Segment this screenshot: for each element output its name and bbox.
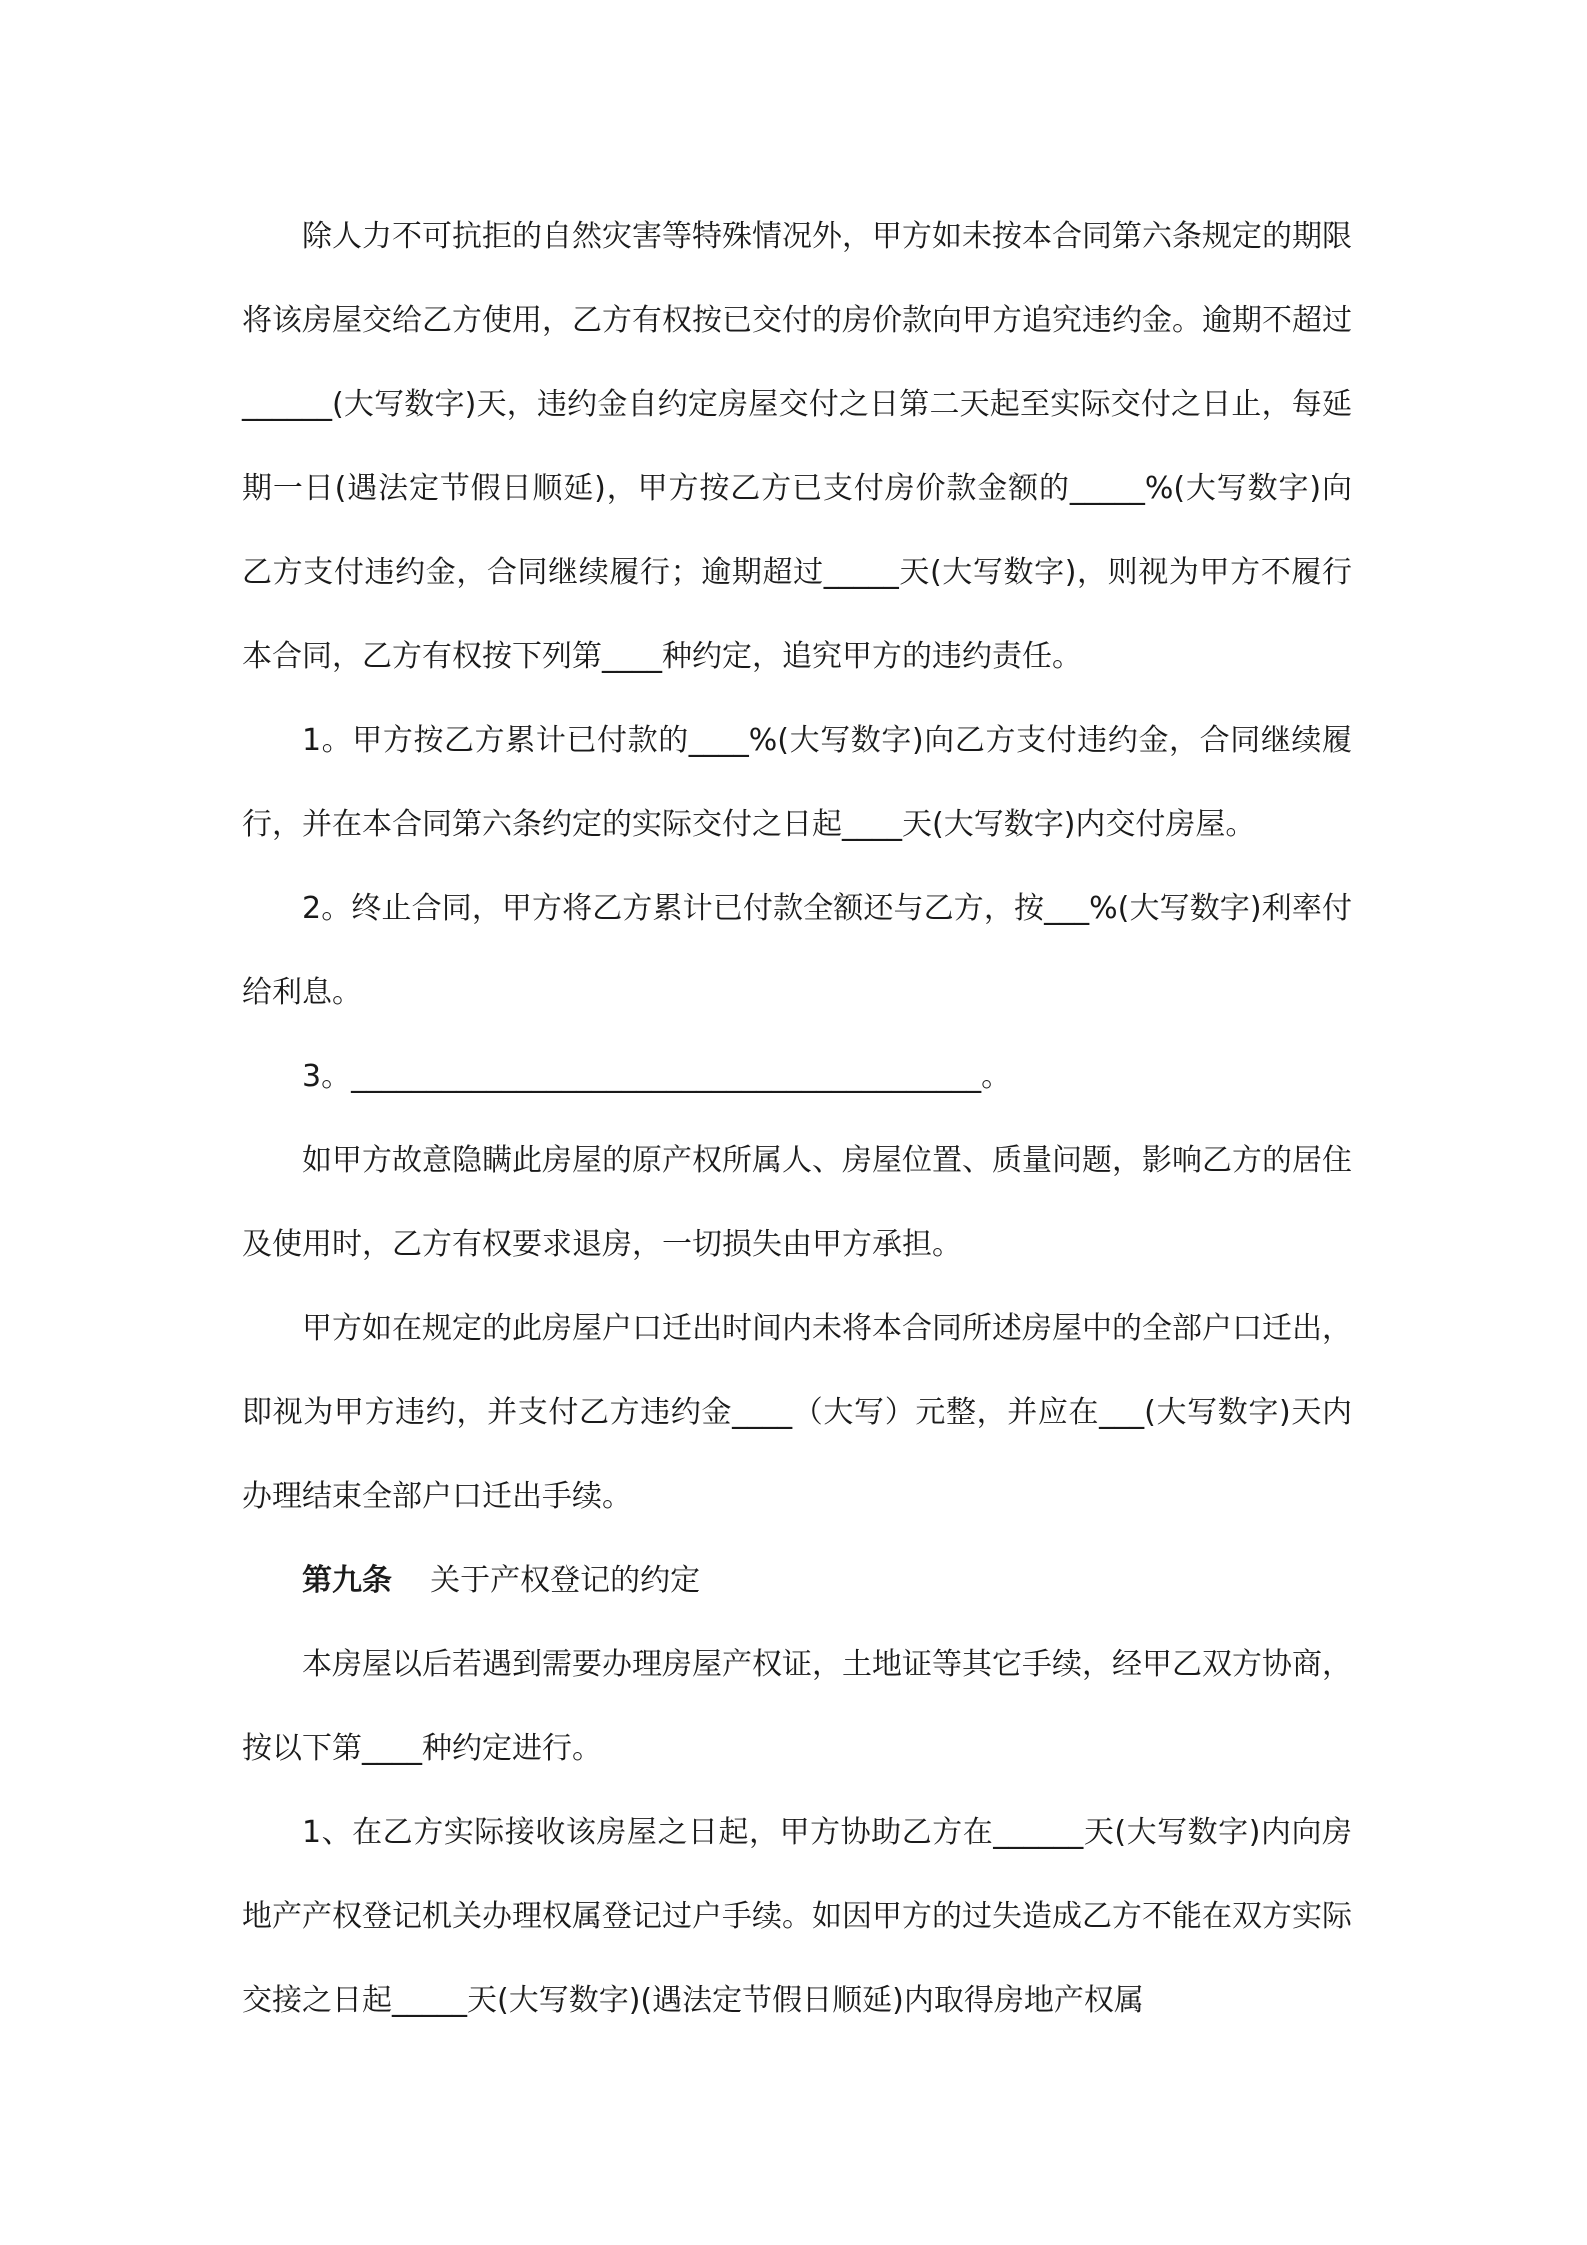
paragraph-household-registration: 甲方如在规定的此房屋户口迁出时间内未将本合同所述房屋中的全部户口迁出，即视为甲方违约，并支付乙方违约金____（大写）元整，并应在___(大写数字)天内办理结束全部户口迁出手续。 bbox=[242, 1311, 1352, 1514]
article-heading bbox=[242, 1539, 1352, 1623]
document-body bbox=[242, 195, 1352, 2043]
paragraph-option-1: 1。甲方按乙方累计已付款的____%(大写数字)向乙方支付违约金，合同继续履行，并在本合同第六条约定的实际交付之日起____天(大写数字)内交付房屋。 bbox=[242, 723, 1352, 842]
paragraph-registration-option-1: 1、在乙方实际接收该房屋之日起，甲方协助乙方在______天(大写数字)内向房地产产权登记机关办理权属登记过户手续。如因甲方的过失造成乙方不能在双方实际交接之日起_____天(大写数字)(遇法定节假日顺延)内取得房地产权属 bbox=[242, 1815, 1352, 2018]
article-gap bbox=[392, 1563, 430, 1598]
paragraph-title-registration: 本房屋以后若遇到需要办理房屋产权证，土地证等其它手续，经甲乙双方协商，按以下第____种约定进行。 bbox=[242, 1647, 1352, 1766]
paragraph-concealment: 如甲方故意隐瞒此房屋的原产权所属人、房屋位置、质量问题，影响乙方的居住及使用时，乙方有权要求退房，一切损失由甲方承担。 bbox=[242, 1143, 1352, 1262]
paragraph-option-3: 3。__________________________________________。 bbox=[302, 1059, 1012, 1094]
paragraph-delay-penalty: 除人力不可抗拒的自然灾害等特殊情况外，甲方如未按本合同第六条规定的期限将该房屋交给乙方使用，乙方有权按已交付的房价款向甲方追究违约金。逾期不超过______(大写数字)天，违约金自约定房屋交付之日第二天起至实际交付之日止，每延期一日(遇法定节假日顺延)，甲方按乙方已支付房价款金额的_____%(大写数字)向乙方支付违约金，合同继续履行；逾期超过_____天(大写数字)，则视为甲方不履行本合同，乙方有权按下列第____种约定，追究甲方的违约责任。 bbox=[242, 219, 1352, 674]
article-number: 第九条 bbox=[302, 1563, 392, 1598]
paragraph-option-2: 2。终止合同，甲方将乙方累计已付款全额还与乙方，按___%(大写数字)利率付给利息。 bbox=[242, 891, 1352, 1010]
article-subtitle: 关于产权登记的约定 bbox=[430, 1563, 701, 1598]
